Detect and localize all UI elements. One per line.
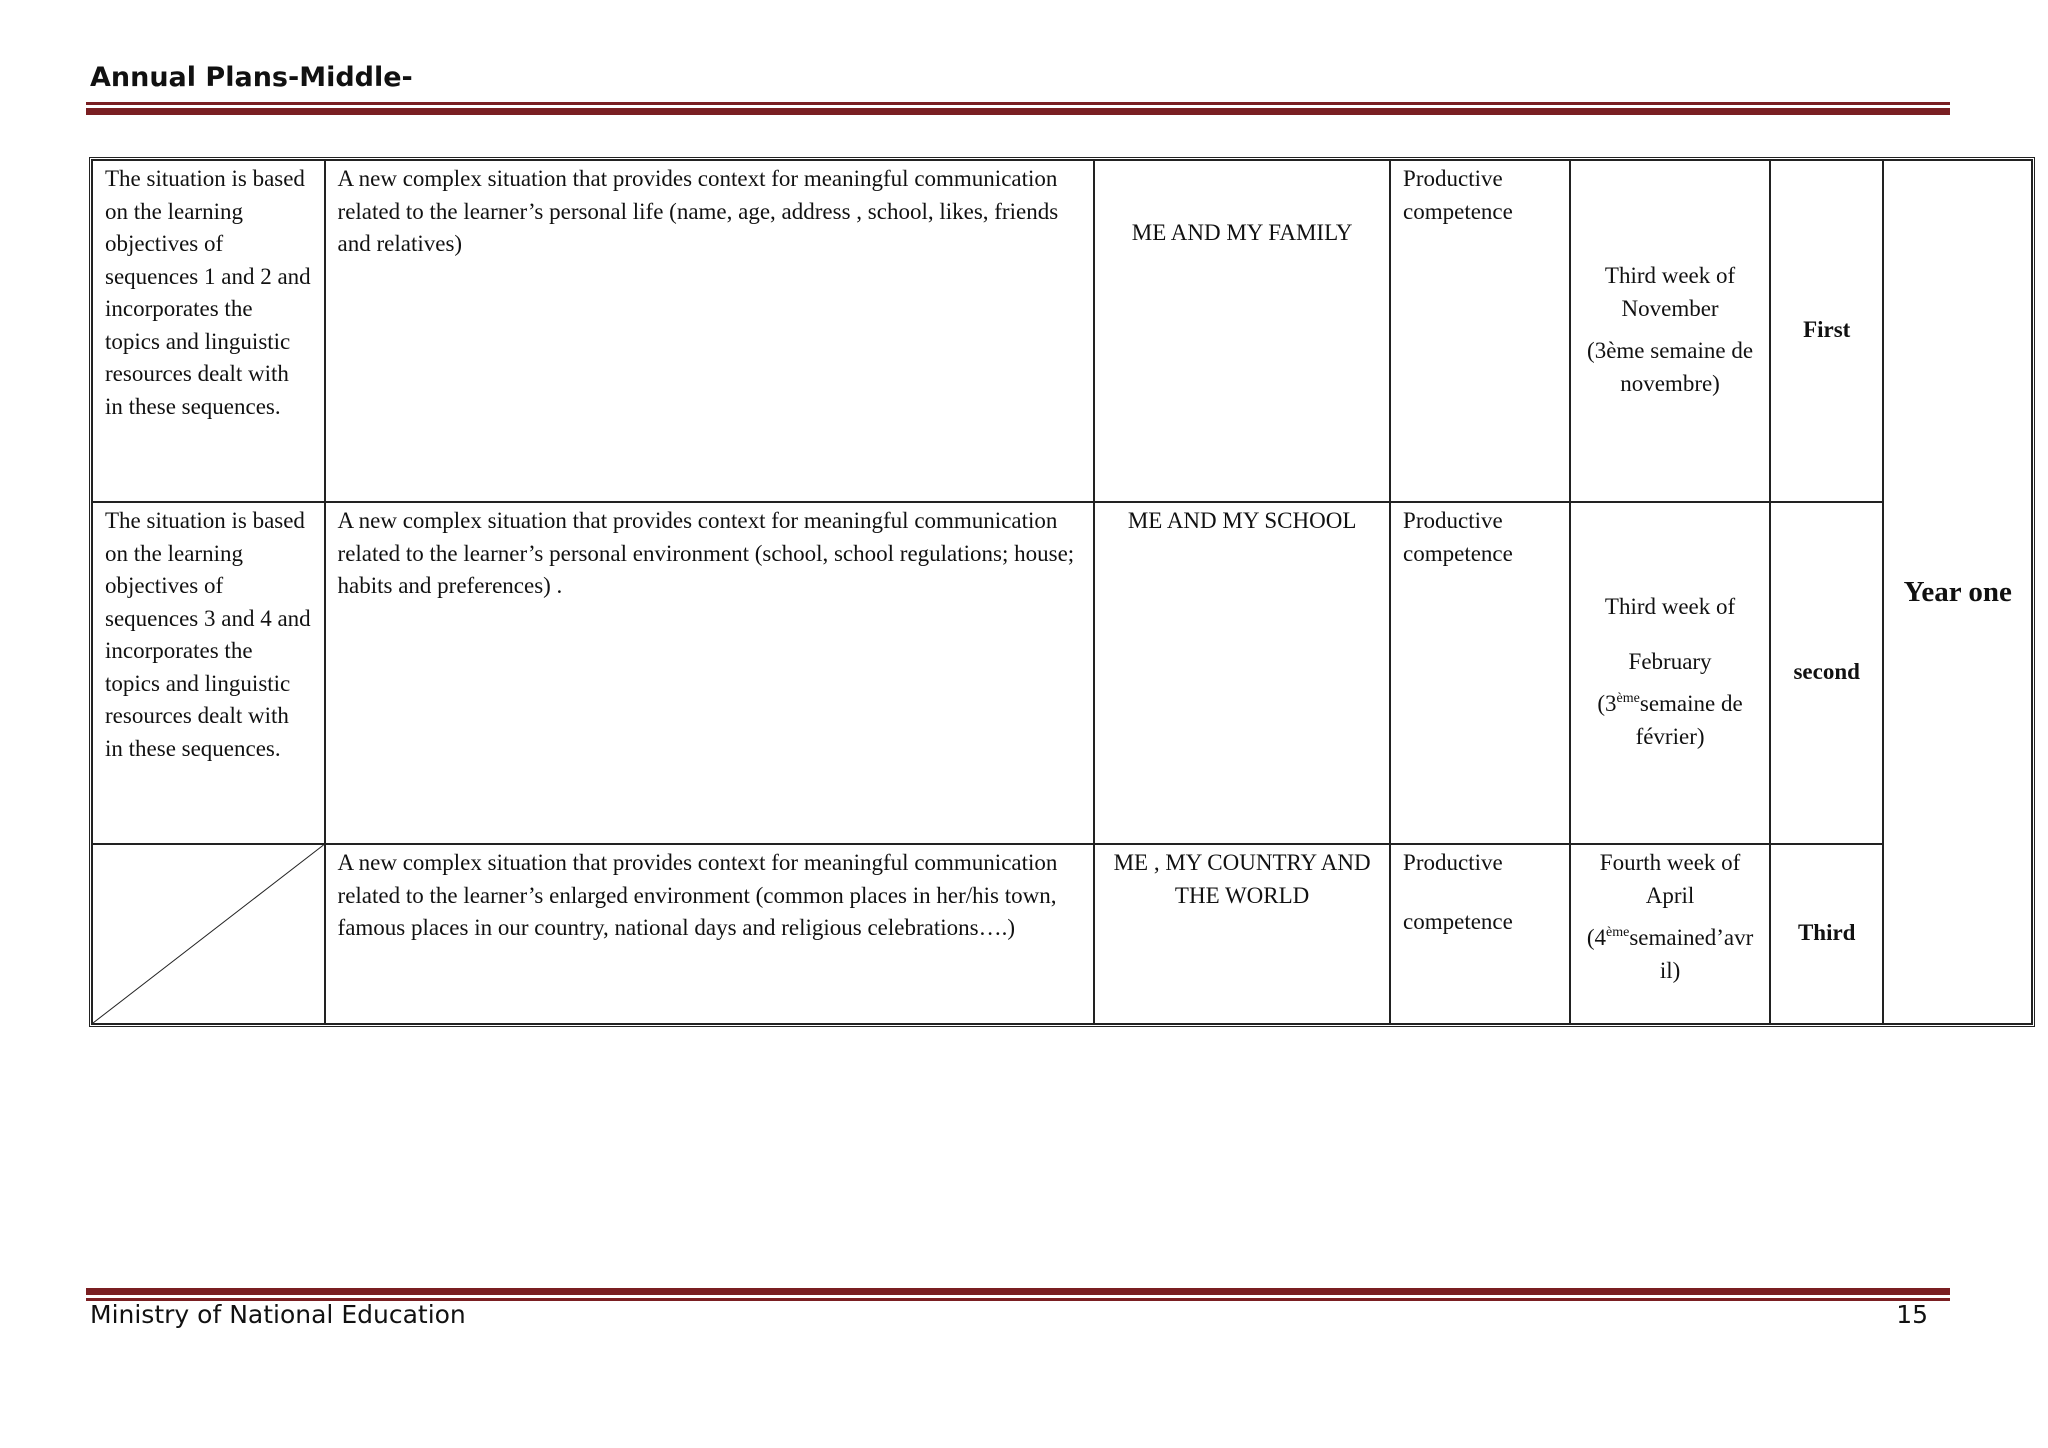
page-number: 15 — [1896, 1300, 1928, 1329]
timing-english: Third week of November — [1604, 263, 1736, 321]
competence-line-1: Productive — [1403, 850, 1503, 875]
empty-diagonal-cell — [92, 844, 325, 1024]
annual-plan-table — [89, 157, 2035, 1027]
timing-french-superscript: ème — [1616, 691, 1640, 706]
term-cell: First — [1770, 160, 1884, 502]
header-rule — [86, 102, 1950, 115]
page-header-title: Annual Plans-Middle- — [90, 62, 413, 93]
timing-french-rest: semained’avr il) — [1629, 925, 1754, 983]
timing-french-number: (3 — [1597, 691, 1617, 716]
timing-french-number: (4 — [1586, 925, 1607, 950]
sequence-cell: ME AND MY SCHOOL — [1094, 502, 1390, 844]
timing-french — [1583, 922, 1757, 987]
timing-french-superscript: ème — [1606, 925, 1630, 940]
competence-cell — [1390, 844, 1570, 1024]
timing-cell — [1570, 160, 1770, 502]
year-label-cell: Year one — [1883, 160, 2032, 1024]
competence-line-2: competence — [1403, 908, 1513, 934]
situation-cell: A new complex situation that provides context for meaningful communication related to the learner’s personal environment (school, school regulations; house; habits and preferences) . — [325, 502, 1095, 844]
timing-month: February — [1628, 648, 1712, 674]
timing-cell — [1570, 502, 1770, 844]
sequence-cell: ME AND MY FAMILY — [1094, 160, 1390, 502]
competence-cell: Productive competence — [1390, 502, 1570, 844]
timing-english: Third week of — [1604, 594, 1736, 619]
objectives-cell: The situation is based on the learning objectives of sequences 3 and 4 and incorporates the topics and linguistic resources dealt with in these sequences. — [92, 502, 325, 844]
table-row — [92, 160, 2032, 502]
table-row — [92, 502, 2032, 844]
timing-french-rest: semaine de février) — [1635, 691, 1743, 749]
timing-french: (3ème semaine de novembre) — [1587, 338, 1754, 396]
timing-french — [1583, 688, 1757, 753]
timing-cell — [1570, 844, 1770, 1024]
footer-ministry: Ministry of National Education — [90, 1300, 466, 1329]
situation-cell: A new complex situation that provides context for meaningful communication related to the learner’s enlarged environment (common places in her/his town, famous places in our country, national days and religious celebrations….) — [325, 844, 1095, 1024]
situation-cell: A new complex situation that provides context for meaningful communication related to the learner’s personal life (name, age, address , school, likes, friends and relatives) — [325, 160, 1095, 502]
timing-english: Fourth week of April — [1599, 850, 1741, 908]
table-row — [92, 844, 2032, 1024]
sequence-cell: ME , MY COUNTRY AND THE WORLD — [1094, 844, 1390, 1024]
term-cell: second — [1770, 502, 1884, 844]
term-cell: Third — [1770, 844, 1884, 1024]
diagonal-line — [93, 845, 324, 1023]
objectives-cell: The situation is based on the learning objectives of sequences 1 and 2 and incorporates the topics and linguistic resources dealt with in these sequences. — [92, 160, 325, 502]
competence-cell: Productive competence — [1390, 160, 1570, 502]
